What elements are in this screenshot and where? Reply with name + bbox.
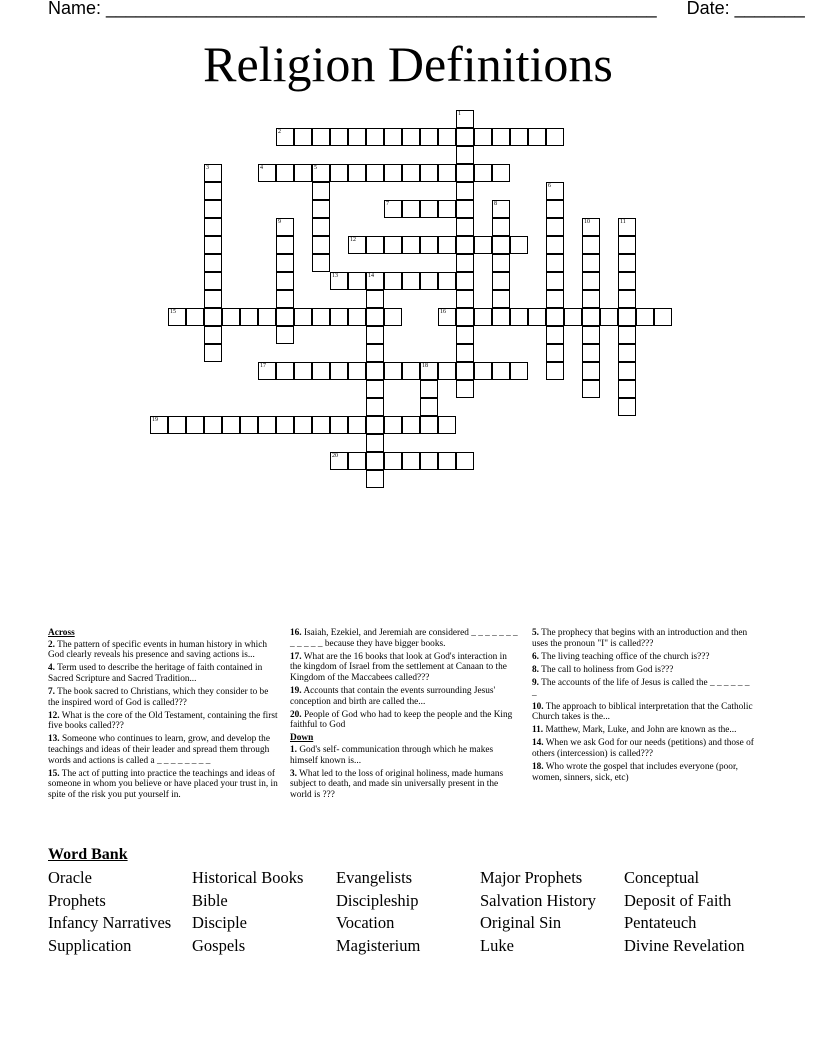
word-bank-item: Pentateuch	[624, 913, 697, 933]
crossword-cell[interactable]	[456, 128, 474, 146]
crossword-cell[interactable]	[384, 362, 402, 380]
clue-down-6: 6. The living teaching office of the church is???	[532, 651, 710, 662]
clue-across-7: 7. The book sacred to Christians, which they consider to be the inspired word of God is called???	[48, 686, 269, 708]
clue-number: 5	[314, 165, 317, 171]
crossword-cell[interactable]	[312, 236, 330, 254]
word-bank-item: Magisterium	[336, 935, 421, 955]
crossword-cell[interactable]	[258, 362, 276, 380]
crossword-cell[interactable]	[456, 236, 474, 254]
crossword-cell[interactable]	[366, 272, 384, 290]
crossword-cell[interactable]	[582, 236, 600, 254]
down-heading: Down	[290, 733, 314, 744]
clue-across-16: 16. Isaiah, Ezekiel, and Jeremiah are considered _ _ _ _ _ _ _ _ _ _ _ _ because they have bigger books.	[290, 628, 518, 649]
crossword-cell[interactable]	[276, 218, 294, 236]
crossword-cell[interactable]	[636, 308, 654, 326]
crossword-cell[interactable]	[276, 308, 294, 326]
crossword-cell[interactable]	[582, 254, 600, 272]
crossword-cell[interactable]	[312, 200, 330, 218]
crossword-cell[interactable]	[294, 164, 312, 182]
crossword-cell[interactable]	[492, 272, 510, 290]
clue-number: 8	[494, 201, 497, 207]
crossword-cell[interactable]	[456, 164, 474, 182]
crossword-cell[interactable]	[204, 254, 222, 272]
crossword-cell[interactable]	[456, 272, 474, 290]
crossword-cell[interactable]	[384, 308, 402, 326]
clue-across-17: 17. What are the 16 books that look at God's interaction in the kingdom of Israel from the settlement at Canaan to the Kingdom of the Maccabees called???	[290, 651, 507, 683]
crossword-cell[interactable]	[456, 380, 474, 398]
crossword-cell[interactable]	[204, 272, 222, 290]
crossword-cell[interactable]	[456, 146, 474, 164]
crossword-cell[interactable]	[456, 344, 474, 362]
word-bank	[48, 867, 768, 957]
crossword-cell[interactable]	[456, 308, 474, 326]
word-bank-item: Vocation	[336, 913, 395, 933]
crossword-cell[interactable]	[492, 128, 510, 146]
crossword-cell[interactable]	[474, 164, 492, 182]
crossword-cell[interactable]	[456, 254, 474, 272]
crossword-cell[interactable]	[276, 164, 294, 182]
crossword-cell[interactable]	[384, 452, 402, 470]
crossword-cell[interactable]	[204, 416, 222, 434]
crossword-cell[interactable]	[492, 362, 510, 380]
clue-number: 11	[620, 219, 626, 225]
word-bank-item: Discipleship	[336, 890, 419, 910]
crossword-cell[interactable]	[258, 164, 276, 182]
crossword-cell[interactable]	[348, 272, 366, 290]
crossword-cell[interactable]	[348, 452, 366, 470]
crossword-cell[interactable]	[384, 128, 402, 146]
crossword-cell[interactable]	[420, 200, 438, 218]
crossword-cell[interactable]	[276, 326, 294, 344]
crossword-cell[interactable]	[384, 164, 402, 182]
crossword-cell[interactable]	[420, 362, 438, 380]
clue-across-19: 19. Accounts that contain the events surrounding Jesus' conception and birth are called the...	[290, 685, 496, 707]
crossword-cell[interactable]	[312, 164, 330, 182]
crossword-cell[interactable]	[294, 308, 312, 326]
word-bank-title: Word Bank	[48, 846, 128, 863]
crossword-cell[interactable]	[330, 416, 348, 434]
crossword-cell[interactable]	[168, 308, 186, 326]
clue-down-3: 3. What led to the loss of original holiness, made humans subject to death, and made sin universally present in the world is ???	[290, 768, 504, 800]
crossword-cell[interactable]	[546, 200, 564, 218]
crossword-cell[interactable]	[204, 236, 222, 254]
clue-number: 14	[368, 273, 374, 279]
clue-down-1: 1. God's self- communication through which he makes himself known is...	[290, 744, 494, 766]
crossword-cell[interactable]	[312, 362, 330, 380]
crossword-cell[interactable]	[276, 254, 294, 272]
crossword-cell[interactable]	[438, 308, 456, 326]
crossword-cell[interactable]	[492, 200, 510, 218]
clues-column-1	[48, 628, 282, 803]
crossword-cell[interactable]	[618, 398, 636, 416]
clue-down-5: 5. The prophecy that begins with an introduction and then uses the pronoun "I" is called???	[532, 628, 748, 649]
across-heading: Across	[48, 628, 75, 638]
crossword-cell[interactable]	[330, 452, 348, 470]
crossword-cell[interactable]	[546, 344, 564, 362]
crossword-cell[interactable]	[492, 218, 510, 236]
crossword-cell[interactable]	[474, 128, 492, 146]
crossword-cell[interactable]	[456, 452, 474, 470]
crossword-cell[interactable]	[276, 272, 294, 290]
crossword-cell[interactable]	[546, 128, 564, 146]
clue-number: 15	[170, 309, 176, 315]
crossword-cell[interactable]	[582, 308, 600, 326]
word-bank-item: Prophets	[48, 890, 106, 910]
crossword-cell[interactable]	[150, 416, 168, 434]
crossword-cell[interactable]	[258, 416, 276, 434]
crossword-cell[interactable]	[438, 452, 456, 470]
crossword-cell[interactable]	[204, 326, 222, 344]
clue-across-13: 13. Someone who continues to learn, grow, and develop the teachings and ideas of their leader and spread them through words and actions is called a _ _ _ _ _ _ _ _	[48, 734, 270, 766]
crossword-cell[interactable]	[366, 398, 384, 416]
crossword-cell[interactable]	[510, 128, 528, 146]
crossword-cell[interactable]	[312, 308, 330, 326]
crossword-cell[interactable]	[456, 200, 474, 218]
crossword-cell[interactable]	[582, 218, 600, 236]
crossword-cell[interactable]	[438, 128, 456, 146]
crossword-cell[interactable]	[582, 272, 600, 290]
word-bank-item: Evangelists	[336, 868, 413, 887]
word-bank-item: Luke	[480, 935, 514, 955]
clue-down-14: 14. When we ask God for our needs (petitions) and those of others (intercession) is called???	[532, 738, 754, 759]
crossword-cell[interactable]	[366, 416, 384, 434]
clue-across-2: 2. The pattern of specific events in human history in which God clearly reveals his presence and saving actions is...	[48, 639, 268, 661]
crossword-cell[interactable]	[186, 308, 204, 326]
crossword-cell[interactable]	[402, 272, 420, 290]
crossword-cell[interactable]	[366, 236, 384, 254]
crossword-cell[interactable]	[492, 254, 510, 272]
crossword-cell[interactable]	[312, 218, 330, 236]
crossword-cell[interactable]	[366, 434, 384, 452]
clue-number: 20	[332, 453, 338, 459]
crossword-cell[interactable]	[222, 416, 240, 434]
clue-number: 9	[278, 219, 281, 225]
clue-down-8: 8. The call to holiness from God is???	[532, 664, 674, 675]
crossword-cell[interactable]	[384, 200, 402, 218]
clue-number: 2	[278, 129, 281, 135]
clues-column-3	[532, 628, 754, 786]
crossword-cell[interactable]	[438, 200, 456, 218]
crossword-cell[interactable]	[546, 308, 564, 326]
crossword-cell[interactable]	[204, 344, 222, 362]
word-bank-item: Oracle	[48, 868, 92, 887]
crossword-cell[interactable]	[402, 128, 420, 146]
crossword-cell[interactable]	[384, 272, 402, 290]
crossword-cell[interactable]	[618, 254, 636, 272]
crossword-cell[interactable]	[492, 290, 510, 308]
crossword-cell[interactable]	[582, 290, 600, 308]
word-bank-item: Major Prophets	[480, 868, 583, 887]
word-bank-item: Salvation History	[480, 890, 596, 910]
crossword-cell[interactable]	[330, 164, 348, 182]
crossword-cell[interactable]	[420, 128, 438, 146]
clue-down-18: 18. Who wrote the gospel that includes everyone (poor, women, sinners, sick, etc)	[532, 762, 739, 783]
clue-across-4: 4. Term used to describe the heritage of faith contained in Sacred Scripture and Sacred Tradition...	[48, 663, 263, 684]
date-field[interactable]: Date: _______	[686, 0, 805, 18]
clue-across-20: 20. People of God who had to keep the people and the King faithful to God	[290, 709, 513, 731]
crossword-cell[interactable]	[402, 164, 420, 182]
crossword-cell[interactable]	[420, 452, 438, 470]
crossword-cell[interactable]	[420, 380, 438, 398]
crossword-cell[interactable]	[402, 416, 420, 434]
crossword-cell[interactable]	[546, 254, 564, 272]
crossword-cell[interactable]	[366, 452, 384, 470]
clue-down-10: 10. The approach to biblical interpretation that the Catholic Church takes is the...	[532, 701, 753, 723]
crossword-cell[interactable]	[420, 164, 438, 182]
crossword-cell[interactable]	[492, 236, 510, 254]
crossword-cell[interactable]	[618, 380, 636, 398]
clue-number: 19	[152, 417, 158, 423]
crossword-cell[interactable]	[366, 470, 384, 488]
crossword-cell[interactable]	[366, 362, 384, 380]
crossword-cell[interactable]	[474, 362, 492, 380]
crossword-cell[interactable]	[618, 308, 636, 326]
clue-across-15: 15. The act of putting into practice the teachings and ideas of someone in whom you believe or have placed your trust in, in spite of the risk you put yourself in.	[48, 768, 278, 800]
crossword-cell[interactable]	[330, 272, 348, 290]
crossword-cell[interactable]	[366, 128, 384, 146]
crossword-cell[interactable]	[582, 362, 600, 380]
crossword-cell[interactable]	[546, 326, 564, 344]
word-bank-item: Bible	[192, 890, 228, 910]
crossword-cell[interactable]	[276, 236, 294, 254]
crossword-cell[interactable]	[456, 182, 474, 200]
word-bank-item: Deposit of Faith	[624, 890, 732, 910]
crossword-cell[interactable]	[366, 164, 384, 182]
crossword-cell[interactable]	[528, 308, 546, 326]
crossword-cell[interactable]	[618, 362, 636, 380]
word-bank-item: Divine Revelation	[624, 935, 745, 955]
crossword-cell[interactable]	[474, 236, 492, 254]
crossword-cell[interactable]	[204, 182, 222, 200]
crossword-cell[interactable]	[402, 362, 420, 380]
clue-number: 17	[260, 363, 266, 369]
crossword-cell[interactable]	[618, 236, 636, 254]
crossword-cell[interactable]	[546, 182, 564, 200]
crossword-cell[interactable]	[384, 236, 402, 254]
crossword-cell[interactable]	[330, 362, 348, 380]
crossword-cell[interactable]	[330, 308, 348, 326]
crossword-cell[interactable]	[402, 236, 420, 254]
crossword-cell[interactable]	[294, 416, 312, 434]
crossword-cell[interactable]	[438, 416, 456, 434]
crossword-cell[interactable]	[312, 416, 330, 434]
word-bank-item: Original Sin	[480, 913, 562, 933]
crossword-cell[interactable]	[546, 290, 564, 308]
crossword-cell[interactable]	[366, 326, 384, 344]
crossword-cell[interactable]	[528, 128, 546, 146]
crossword-cell[interactable]	[546, 272, 564, 290]
crossword-cell[interactable]	[420, 416, 438, 434]
crossword-cell[interactable]	[456, 218, 474, 236]
crossword-cell[interactable]	[294, 128, 312, 146]
crossword-cell[interactable]	[186, 416, 204, 434]
crossword-cell[interactable]	[204, 200, 222, 218]
crossword-cell[interactable]	[204, 164, 222, 182]
crossword-cell[interactable]	[600, 308, 618, 326]
word-bank-item: Gospels	[192, 935, 246, 955]
crossword-cell[interactable]	[618, 344, 636, 362]
crossword-cell[interactable]	[276, 362, 294, 380]
crossword-cell[interactable]	[204, 290, 222, 308]
crossword-cell[interactable]	[618, 290, 636, 308]
crossword-cell[interactable]	[618, 218, 636, 236]
crossword-cell[interactable]	[420, 236, 438, 254]
crossword-cell[interactable]	[546, 218, 564, 236]
clue-number: 4	[260, 165, 263, 171]
crossword-cell[interactable]	[348, 362, 366, 380]
crossword-cell[interactable]	[456, 326, 474, 344]
crossword-cell[interactable]	[438, 362, 456, 380]
crossword-cell[interactable]	[276, 128, 294, 146]
crossword-cell[interactable]	[474, 308, 492, 326]
crossword-cell[interactable]	[510, 236, 528, 254]
puzzle-title: Religion Definitions	[203, 36, 613, 92]
crossword-cell[interactable]	[420, 398, 438, 416]
crossword-cell[interactable]	[240, 308, 258, 326]
crossword-cell[interactable]	[456, 290, 474, 308]
clue-number: 13	[332, 273, 338, 279]
crossword-cell[interactable]	[366, 344, 384, 362]
clue-number: 18	[422, 363, 428, 369]
clue-number: 10	[584, 219, 590, 225]
crossword-cell[interactable]	[294, 362, 312, 380]
crossword-cell[interactable]	[420, 272, 438, 290]
crossword-cell[interactable]	[510, 362, 528, 380]
crossword-cell[interactable]	[492, 164, 510, 182]
crossword-cell[interactable]	[348, 308, 366, 326]
crossword-cell[interactable]	[438, 164, 456, 182]
crossword-cell[interactable]	[546, 362, 564, 380]
clue-number: 3	[206, 165, 209, 171]
crossword-cell[interactable]	[276, 416, 294, 434]
crossword-cell[interactable]	[366, 290, 384, 308]
clue-number: 16	[440, 309, 446, 315]
crossword-cell[interactable]	[582, 326, 600, 344]
crossword-cell[interactable]	[348, 236, 366, 254]
crossword-cell[interactable]	[312, 182, 330, 200]
crossword-cell[interactable]	[348, 164, 366, 182]
crossword-cell[interactable]	[438, 272, 456, 290]
crossword-cell[interactable]	[366, 380, 384, 398]
crossword-cell[interactable]	[546, 236, 564, 254]
crossword-cell[interactable]	[330, 128, 348, 146]
name-field[interactable]: Name: _______________________________________________________	[48, 0, 657, 18]
clue-across-12: 12. What is the core of the Old Testament, containing the first five books called???	[48, 710, 278, 732]
crossword-cell[interactable]	[204, 308, 222, 326]
crossword-cell[interactable]	[402, 200, 420, 218]
crossword-cell[interactable]	[654, 308, 672, 326]
crossword-cell[interactable]	[402, 452, 420, 470]
clue-number: 1	[458, 111, 461, 117]
crossword-cell[interactable]	[438, 236, 456, 254]
crossword-cell[interactable]	[618, 326, 636, 344]
word-bank-item: Disciple	[192, 913, 247, 933]
crossword-cell[interactable]	[618, 272, 636, 290]
clue-number: 12	[350, 237, 356, 243]
crossword-cell[interactable]	[222, 308, 240, 326]
crossword-cell[interactable]	[348, 128, 366, 146]
crossword-cell[interactable]	[564, 308, 582, 326]
clue-down-9: 9. The accounts of the life of Jesus is called the _ _ _ _ _ _ _	[532, 677, 750, 699]
crossword-cell[interactable]	[582, 344, 600, 362]
crossword-cell[interactable]	[366, 308, 384, 326]
crossword-cell[interactable]	[384, 416, 402, 434]
crossword-cell[interactable]	[258, 308, 276, 326]
word-bank-item: Conceptual	[624, 868, 700, 887]
clue-number: 6	[548, 183, 551, 189]
clue-down-11: 11. Matthew, Mark, Luke, and John are known as the...	[532, 725, 737, 736]
crossword-cell[interactable]	[582, 380, 600, 398]
word-bank-item: Infancy Narratives	[48, 913, 172, 933]
crossword-cell[interactable]	[204, 218, 222, 236]
crossword-cell[interactable]	[456, 362, 474, 380]
word-bank-item: Supplication	[48, 935, 132, 955]
crossword-grid	[0, 0, 816, 500]
crossword-cell[interactable]	[348, 416, 366, 434]
crossword-cell[interactable]	[312, 128, 330, 146]
crossword-cell[interactable]	[492, 308, 510, 326]
crossword-cell[interactable]	[240, 416, 258, 434]
crossword-cell[interactable]	[510, 308, 528, 326]
crossword-cell[interactable]	[276, 290, 294, 308]
word-bank-item: Historical Books	[192, 868, 304, 887]
clues-column-2	[290, 628, 520, 803]
crossword-cell[interactable]	[456, 110, 474, 128]
crossword-cell[interactable]	[312, 254, 330, 272]
clue-number: 7	[386, 201, 389, 207]
crossword-cell[interactable]	[168, 416, 186, 434]
